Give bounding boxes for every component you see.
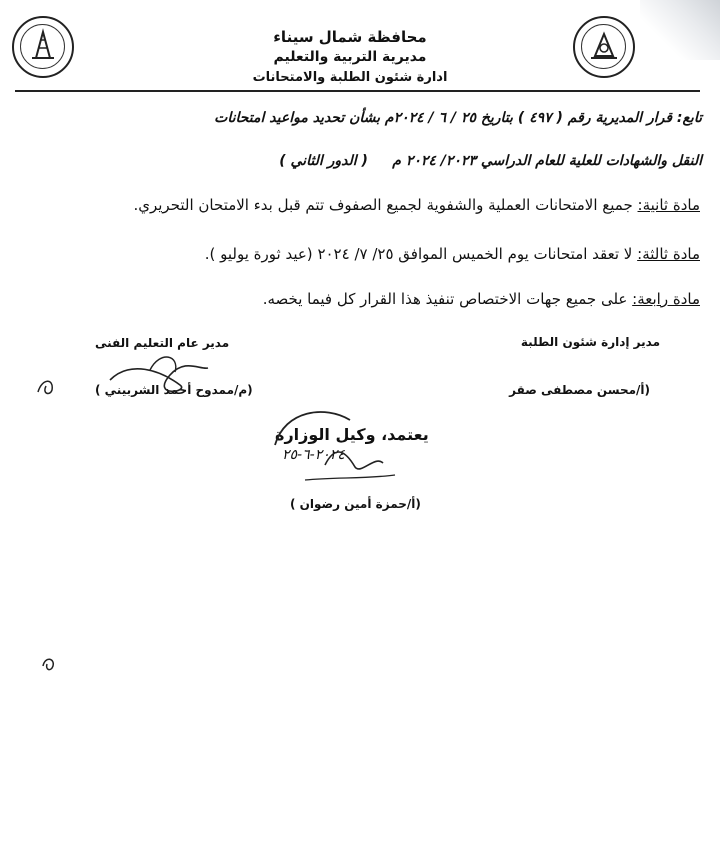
technical-education-title: مدير عام التعليم الفنى (95, 336, 230, 350)
article-4 (263, 290, 700, 308)
stray-mark (35, 650, 65, 680)
decision-subtitle-text: النقل والشهادات للعلية للعام الدراسي ٢٠٢٣/ ٢٠٢٤ م (392, 153, 702, 169)
approval-name: (أ/حمزة أمين رضوان ) (290, 497, 421, 511)
decision-subtitle (279, 153, 702, 169)
margin-mark (32, 372, 62, 402)
article-4-text: على جميع جهات الاختصاص تنفيذ هذا القرار كل فيما يخصه. (262, 290, 628, 308)
student-affairs-title: مدير إدارة شئون الطلبة (520, 335, 660, 349)
header-governorate: محافظة شمال سيناء (273, 28, 427, 46)
ministry-seal-right (573, 16, 635, 78)
student-affairs-name: (أ/محسن مصطفى صقر (509, 383, 650, 397)
header-rule (15, 90, 700, 92)
scan-shadow (640, 0, 720, 60)
article-3-label: مادة ثالثة: (637, 245, 700, 263)
exam-round: ( الدور الثاني ) (279, 153, 368, 169)
header-directorate: مديرية التربية والتعليم (273, 49, 427, 65)
article-2-text: جميع الامتحانات العملية والشفوية لجميع الصفوف تتم قبل بدء الامتحان التحريري. (133, 196, 633, 214)
technical-education-signature (90, 340, 250, 410)
governorate-seal-left (12, 16, 74, 78)
undersecretary-signature (265, 405, 415, 485)
approval-hand-date: ٢٠٢٤-٦-٢٥ (282, 447, 345, 463)
article-3-text: لا تعقد امتحانات يوم الخميس الموافق ٢٥/ ٧/ ٢٠٢٤ (عيد ثورة يوليو ). (204, 245, 633, 263)
article-3 (205, 245, 700, 263)
article-4-label: مادة رابعة: (632, 290, 700, 308)
approval-title: يعتمد، وكيل الوزارة (275, 425, 429, 444)
technical-education-name: (م/ممدوح أحمد الشربيني ) (95, 383, 253, 397)
header-department: ادارة شئون الطلبة والامتحانات (252, 70, 448, 85)
article-2-label: مادة ثانية: (637, 196, 700, 214)
article-2 (133, 196, 700, 214)
decision-title: تابع: قرار المديرية رقم ( ٤٩٧ ) بتاريخ ٢٥ / ٦ / ٢٠٢٤م بشأن تحديد مواعيد امتحانات (214, 110, 702, 126)
